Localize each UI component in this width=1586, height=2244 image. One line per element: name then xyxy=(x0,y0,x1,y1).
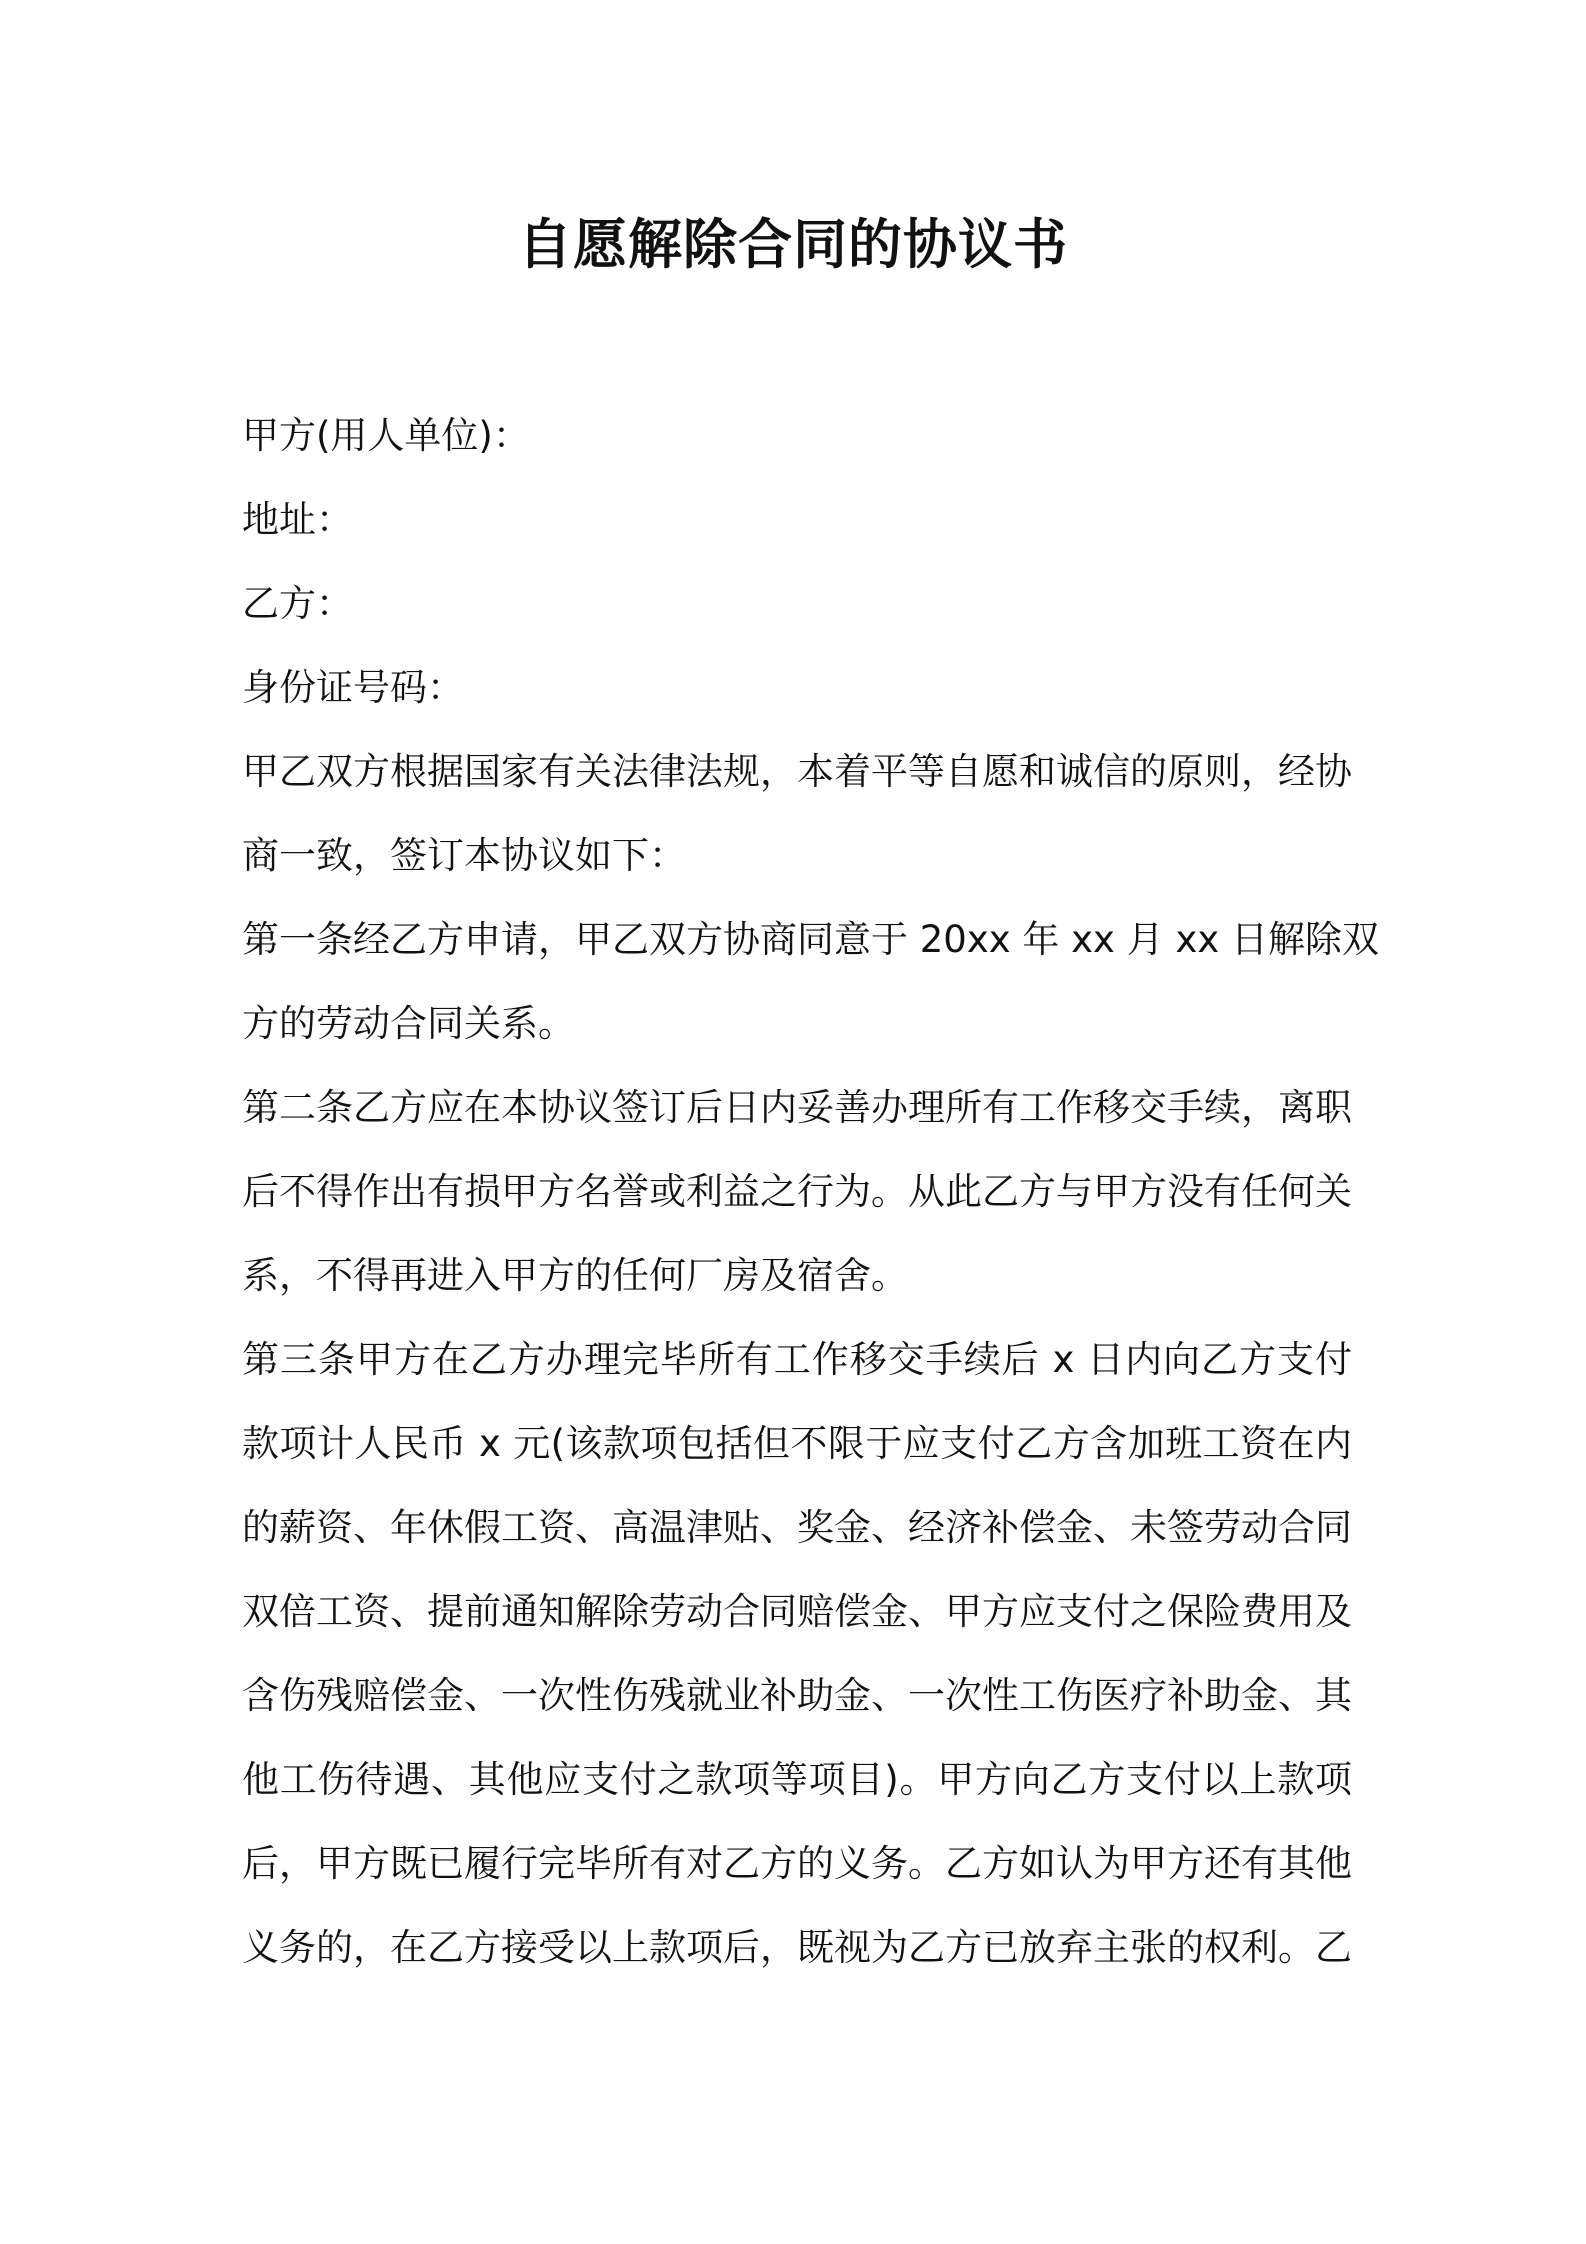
article-3-line-4: 双倍工资、提前通知解除劳动合同赔偿金、甲方应支付之保险费用及 xyxy=(242,1590,1352,1633)
article-3-line-8: 义务的，在乙方接受以上款项后，既视为乙方已放弃主张的权利。乙 xyxy=(242,1926,1352,1969)
article-3-line-5: 含伤残赔偿金、一次性伤残就业补助金、一次性工伤医疗补助金、其 xyxy=(242,1674,1352,1717)
document-title: 自愿解除合同的协议书 xyxy=(518,213,1068,276)
party-a-line: 甲方(用人单位)： xyxy=(242,414,530,457)
address-line: 地址： xyxy=(242,498,353,541)
article-2-line-2: 后不得作出有损甲方名誉或利益之行为。从此乙方与甲方没有任何关 xyxy=(242,1170,1352,1213)
article-3-line-6: 他工伤待遇、其他应支付之款项等项目)。甲方向乙方支付以上款项 xyxy=(242,1758,1352,1801)
article-2-line-1: 第二条乙方应在本协议签订后日内妥善办理所有工作移交手续，离职 xyxy=(242,1086,1352,1129)
article-3-line-2: 款项计人民币 x 元(该款项包括但不限于应支付乙方含加班工资在内 xyxy=(242,1422,1352,1465)
preamble-line-2: 商一致，签订本协议如下： xyxy=(242,834,686,877)
party-b-line: 乙方： xyxy=(242,582,353,625)
article-3-line-1: 第三条甲方在乙方办理完毕所有工作移交手续后 x 日内向乙方支付 xyxy=(242,1338,1352,1381)
article-2-line-3: 系，不得再进入甲方的任何厂房及宿舍。 xyxy=(242,1254,908,1297)
article-1-line-2: 方的劳动合同关系。 xyxy=(242,1002,575,1045)
id-number-line: 身份证号码： xyxy=(242,666,464,709)
document-body xyxy=(242,394,1380,1990)
article-3-line-7: 后，甲方既已履行完毕所有对乙方的义务。乙方如认为甲方还有其他 xyxy=(242,1842,1352,1885)
article-1-line-1: 第一条经乙方申请，甲乙双方协商同意于 20xx 年 xx 月 xx 日解除双 xyxy=(242,918,1380,961)
preamble-line-1: 甲乙双方根据国家有关法律法规，本着平等自愿和诚信的原则，经协 xyxy=(242,750,1352,793)
article-3-line-3: 的薪资、年休假工资、高温津贴、奖金、经济补偿金、未签劳动合同 xyxy=(242,1506,1352,1549)
